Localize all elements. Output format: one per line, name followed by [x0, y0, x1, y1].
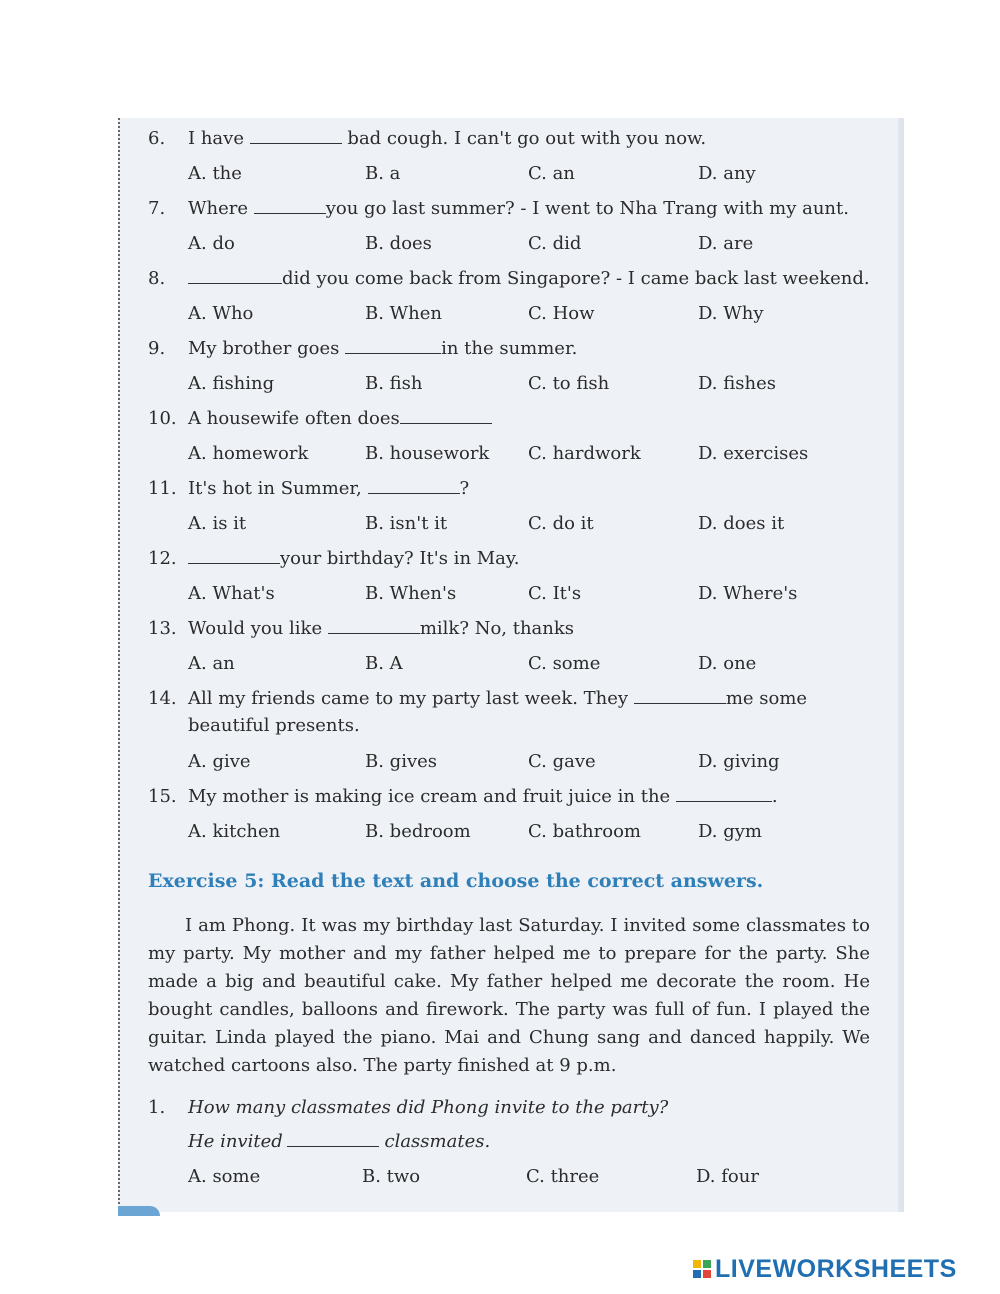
option-a[interactable]: A. do — [188, 233, 235, 254]
question-14: 14. All my friends came to my party last week. They me some — [148, 688, 808, 709]
question-15: 15. My mother is making ice cream and fruit juice in the . — [148, 786, 778, 807]
logo-text: LIVEWORKSHEETS — [715, 1254, 957, 1283]
option-a[interactable]: A. some — [188, 1166, 261, 1187]
exercise-5-answer-line: He invited classmates. — [188, 1131, 491, 1152]
option-b[interactable]: B. fish — [365, 373, 423, 394]
question-8: 8. did you come back from Singapore? - I came back last weekend. — [148, 268, 870, 289]
option-d[interactable]: D. four — [696, 1166, 759, 1187]
option-b[interactable]: B. A — [365, 653, 403, 674]
blank-field[interactable] — [328, 619, 420, 634]
question-9: 9. My brother goes in the summer. — [148, 338, 578, 359]
logo-grid-icon — [693, 1260, 711, 1278]
option-d[interactable]: D. exercises — [698, 443, 809, 464]
option-d[interactable]: D. Why — [698, 303, 764, 324]
option-d[interactable]: D. fishes — [698, 373, 776, 394]
option-a[interactable]: A. What's — [188, 583, 275, 604]
option-a[interactable]: A. Who — [188, 303, 254, 324]
question-14-continued: beautiful presents. — [188, 715, 360, 736]
blank-field[interactable] — [188, 549, 280, 564]
option-c[interactable]: C. gave — [528, 751, 596, 772]
option-c[interactable]: C. three — [526, 1166, 600, 1187]
exercise-5-title: Exercise 5: Read the text and choose the correct answers. — [148, 870, 764, 892]
exercise-5-question-1: 1. How many classmates did Phong invite to the party? — [148, 1097, 669, 1118]
option-b[interactable]: B. two — [362, 1166, 421, 1187]
option-a[interactable]: A. homework — [188, 443, 309, 464]
blank-field[interactable] — [250, 129, 342, 144]
question-7: 7. Where you go last summer? - I went to Nha Trang with my aunt. — [148, 198, 849, 219]
option-d[interactable]: D. giving — [698, 751, 780, 772]
blank-field[interactable] — [345, 339, 441, 354]
option-a[interactable]: A. the — [188, 163, 242, 184]
option-d[interactable]: D. Where's — [698, 583, 798, 604]
option-c[interactable]: C. bathroom — [528, 821, 642, 842]
option-a[interactable]: A. is it — [188, 513, 247, 534]
option-b[interactable]: B. does — [365, 233, 432, 254]
option-b[interactable]: B. bedroom — [365, 821, 471, 842]
option-c[interactable]: C. an — [528, 163, 575, 184]
option-d[interactable]: D. are — [698, 233, 754, 254]
blank-field[interactable] — [254, 199, 326, 214]
option-c[interactable]: C. hardwork — [528, 443, 641, 464]
option-c[interactable]: C. did — [528, 233, 582, 254]
question-6: 6. I have bad cough. I can't go out with you now. — [148, 128, 707, 149]
option-a[interactable]: A. give — [188, 751, 251, 772]
option-d[interactable]: D. any — [698, 163, 756, 184]
option-a[interactable]: A. fishing — [188, 373, 275, 394]
option-d[interactable]: D. does it — [698, 513, 785, 534]
option-d[interactable]: D. one — [698, 653, 757, 674]
question-10: 10. A housewife often does — [148, 408, 492, 429]
blank-field[interactable] — [400, 409, 492, 424]
question-13: 13. Would you like milk? No, thanks — [148, 618, 575, 639]
option-a[interactable]: A. kitchen — [188, 821, 281, 842]
blank-field[interactable] — [676, 787, 772, 802]
page-corner-decoration — [118, 1206, 160, 1216]
liveworksheets-logo — [693, 1254, 957, 1284]
option-a[interactable]: A. an — [188, 653, 235, 674]
blank-field[interactable] — [188, 269, 282, 284]
option-c[interactable]: C. to fish — [528, 373, 610, 394]
option-b[interactable]: B. When's — [365, 583, 457, 604]
question-12: 12. your birthday? It's in May. — [148, 548, 520, 569]
option-c[interactable]: C. It's — [528, 583, 582, 604]
option-b[interactable]: B. When — [365, 303, 443, 324]
option-b[interactable]: B. isn't it — [365, 513, 448, 534]
blank-field[interactable] — [634, 689, 726, 704]
option-c[interactable]: C. How — [528, 303, 595, 324]
option-d[interactable]: D. gym — [698, 821, 762, 842]
option-b[interactable]: B. housework — [365, 443, 490, 464]
reading-passage: I am Phong. It was my birthday last Saturday. I invited some classmates to my party. My mother and my father helped me to prepare for the party. She made a big and beautiful cake. My father helped me decorate the room. He bought candles, balloons and firework. The party was full of fun. I played the guitar. Linda played the piano. Mai and Chung sang and danced happily. We watched cartoons also. The party finished at 9 p.m. — [148, 915, 870, 1076]
blank-field[interactable] — [368, 479, 460, 494]
option-b[interactable]: B. a — [365, 163, 401, 184]
blank-field[interactable] — [287, 1132, 379, 1147]
option-c[interactable]: C. some — [528, 653, 601, 674]
option-c[interactable]: C. do it — [528, 513, 594, 534]
question-11: 11. It's hot in Summer, ? — [148, 478, 470, 499]
option-b[interactable]: B. gives — [365, 751, 438, 772]
